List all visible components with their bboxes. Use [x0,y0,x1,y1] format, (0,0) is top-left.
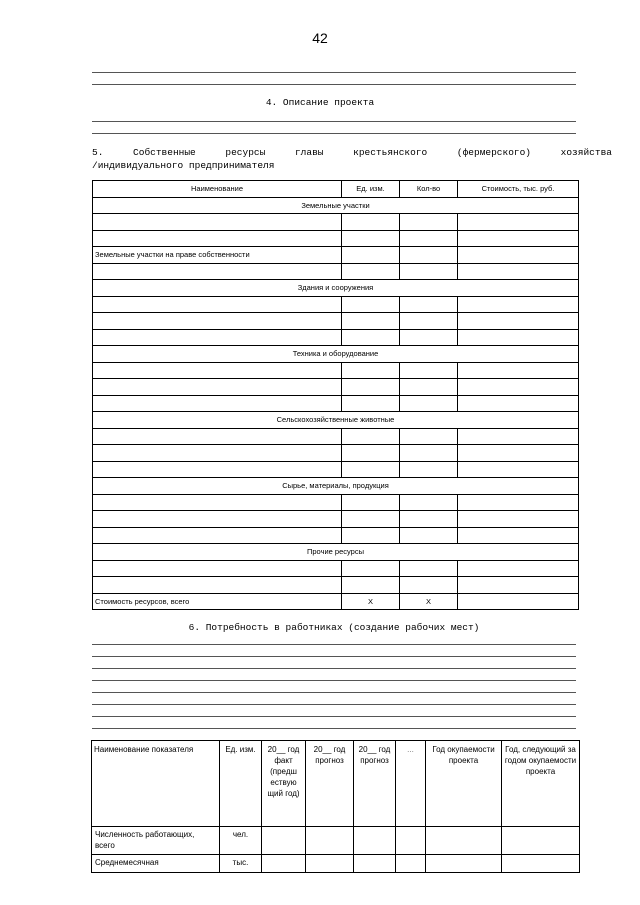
group-equipment: Техника и оборудование [93,346,579,363]
table-row[interactable] [93,313,579,330]
section-4-title: 4. Описание проекта [265,97,375,108]
header-payback-year: Год окупаемости проекта [426,741,502,827]
group-buildings: Здания и сооружения [93,280,579,297]
fill-line [92,133,576,134]
section-5-title-line1 [92,146,612,159]
section-5-title [92,146,612,172]
table-row[interactable] [93,577,579,594]
total-cost-cell[interactable] [458,593,579,610]
group-other: Прочие ресурсы [93,544,579,561]
header-forecast-year-1: 20__ год прогноз [306,741,354,827]
header-unit: Ед. изм. [220,741,262,827]
group-animals: Сельскохозяйственные животные [93,412,579,429]
title-word: (фермерского) [456,147,532,158]
title-word: ресурсы [225,147,266,158]
table-row[interactable] [93,214,579,231]
title-word: Собственные [133,147,196,158]
fill-line [92,704,576,705]
page-number: 42 [312,30,328,46]
fill-line [92,680,576,681]
header-name: Наименование [93,181,342,198]
land-owned-label: Земельные участки на праве собственности [93,247,342,264]
table-row[interactable] [93,527,579,544]
total-label: Стоимость ресурсов, всего [93,593,342,610]
title-word: 5. [92,147,104,158]
group-row [93,478,579,495]
fill-line [92,692,576,693]
fill-line [92,121,576,122]
fill-line [92,668,576,669]
table-row[interactable] [93,379,579,396]
group-row [93,544,579,561]
table-row[interactable] [93,511,579,528]
fill-line [92,728,576,729]
header-ellipsis: ... [396,741,426,827]
table-row[interactable] [93,329,579,346]
table-row[interactable] [93,395,579,412]
group-row [93,346,579,363]
table-row[interactable] [92,827,580,855]
table-row[interactable] [93,445,579,462]
title-word: хозяйства [560,147,612,158]
group-row [93,412,579,429]
table-row[interactable] [93,428,579,445]
resources-table [92,180,579,610]
fill-line [92,716,576,717]
table-header-row [92,741,580,827]
table-row[interactable] [93,362,579,379]
row-label: Среднемесячная [92,855,220,873]
row-unit: тыс. [220,855,262,873]
table-row[interactable] [93,461,579,478]
table-row[interactable] [93,247,579,264]
group-row [93,197,579,214]
header-qty: Кол-во [400,181,458,198]
total-qty: X [400,593,458,610]
title-word: главы [294,147,324,158]
fill-line [92,84,576,85]
row-label: Численность работающих, всего [92,827,220,855]
employees-table [91,740,580,873]
header-fact-year: 20__ год факт (предш ествую щий год) [262,741,306,827]
header-after-payback-year: Год, следующий за годом окупаемости проекта [502,741,580,827]
header-unit: Ед. изм. [342,181,400,198]
group-land: Земельные участки [93,197,579,214]
table-row[interactable] [92,855,580,873]
table-row[interactable] [93,263,579,280]
table-row[interactable] [93,494,579,511]
header-indicator: Наименование показателя [92,741,220,827]
group-row [93,280,579,297]
fill-line [92,644,576,645]
section-6-title: 6. Потребность в работниках (создание рабочих мест) [188,622,480,633]
table-row[interactable] [93,230,579,247]
title-word: крестьянского [353,147,428,158]
header-cost: Стоимость, тыс. руб. [458,181,579,198]
total-unit: X [342,593,400,610]
table-header-row [93,181,579,198]
fill-line [92,656,576,657]
total-row [93,593,579,610]
header-forecast-year-2: 20__ год прогноз [354,741,396,827]
row-unit: чел. [220,827,262,855]
fill-line [92,72,576,73]
table-row[interactable] [93,296,579,313]
table-row[interactable] [93,560,579,577]
section-5-title-line2: /индивидуального предпринимателя [92,160,275,171]
group-materials: Сырье, материалы, продукция [93,478,579,495]
